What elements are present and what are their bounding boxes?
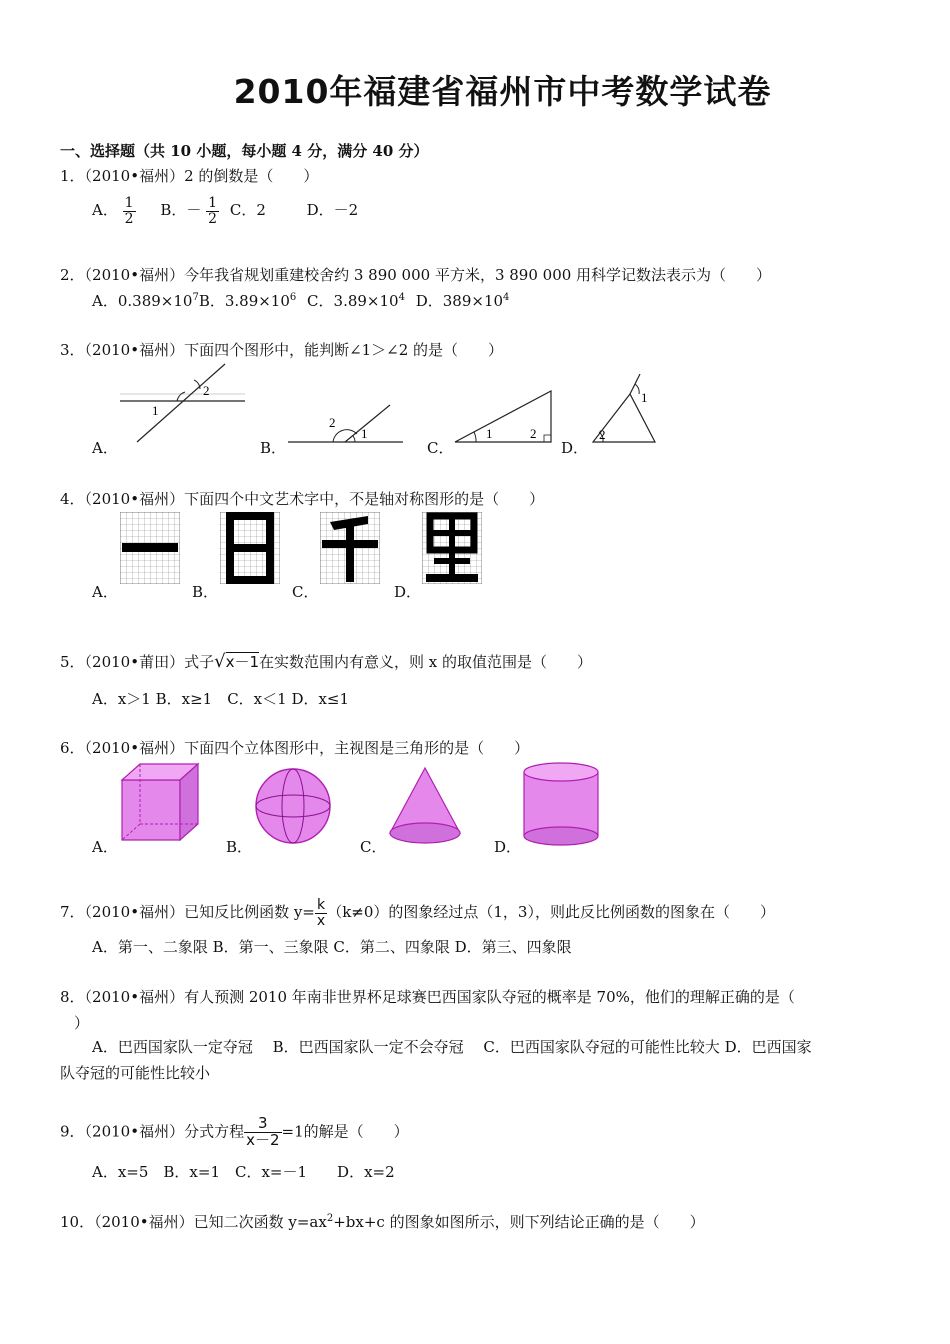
q4-option-a: A． [92, 583, 118, 601]
question-6: 6．（2010•福州）下面四个立体图形中，主视图是三角形的是（ ） [60, 739, 530, 757]
q1-fraction-b: $\frac{1}{2}$ [208, 195, 218, 227]
angle-1-label: 1 [641, 390, 648, 405]
page-title: 2010年福建省福州市中考数学试卷 [233, 72, 772, 111]
q8-options: A．巴西国家队一定夺冠 B．巴西国家队一定不会夺冠 C．巴西国家队夺冠的可能性比较大 D．巴西国家 [92, 1038, 812, 1056]
q9-text-pre: 9．（2010•福州）分式方程 [60, 1122, 245, 1141]
q6-cylinder [520, 760, 602, 848]
q3-option-c: C． [427, 439, 454, 457]
angle-1-label: 1 [361, 426, 368, 441]
q4-char-d [422, 512, 482, 584]
q6-sphere [252, 765, 334, 847]
q8-options-cont: 队夺冠的可能性比较小 [60, 1064, 211, 1082]
q9-options: A．x=5 B．x=1 C．x=－1 D．x=2 [92, 1163, 395, 1181]
question-8-cont: ） [74, 1014, 90, 1032]
question-9 [60, 1116, 409, 1149]
angle-1-label: 1 [152, 403, 159, 418]
question-10 [60, 1211, 705, 1232]
q2-option-d: D．389×10 [415, 292, 504, 310]
q1-option-a: A． [92, 201, 118, 220]
q4-char-c [320, 512, 380, 584]
question-8: 8．（2010•福州）有人预测 2010 年南非世界杯足球赛巴西国家队夺冠的概率是 70%，他们的理解正确的是（ [60, 988, 795, 1006]
q4-option-b: B． [192, 583, 219, 601]
q4-char-a [120, 512, 180, 584]
q3-option-a: A． [92, 439, 118, 457]
question-7 [60, 898, 775, 928]
q7-fraction: $\frac{k}{x}$ [316, 897, 326, 929]
q1-option-c: C．2 [229, 201, 266, 220]
question-5 [60, 651, 592, 672]
q3-figure-a [115, 362, 250, 447]
q2-options [92, 290, 509, 311]
q1-option-d: D．－2 [306, 201, 359, 220]
angle-2-label: 2 [599, 427, 606, 442]
angle-2-label: 2 [329, 415, 336, 430]
q2-exp-d: 4 [503, 292, 510, 303]
angle-2-label: 2 [530, 426, 537, 441]
q1-option-b: B．－ [160, 201, 202, 220]
q2-exp-c: 4 [398, 292, 405, 303]
question-3: 3．（2010•福州）下面四个图形中，能判断∠1＞∠2 的是（ ） [60, 341, 504, 359]
angle-1-label: 1 [486, 426, 493, 441]
sqrt-icon: √ [214, 651, 226, 672]
q2-option-b: B．3.89×10 [198, 292, 290, 310]
q5-text-pre: 5．（2010•莆田）式子 [60, 653, 215, 671]
q3-figure-d [585, 372, 660, 447]
q2-option-c: C．3.89×10 [307, 292, 399, 310]
q3-figure-b [285, 400, 410, 447]
q3-option-b: B． [260, 439, 287, 457]
q2-option-a: A．0.389×10 [92, 292, 193, 310]
question-4: 4．（2010•福州）下面四个中文艺术字中，不是轴对称图形的是（ ） [60, 490, 545, 508]
q1-options [92, 196, 358, 226]
q7-text-post: （k≠0）的图象经过点（1，3），则此反比例函数的图象在（ ） [327, 903, 775, 922]
q6-option-d: D． [494, 838, 522, 856]
q6-option-c: C． [360, 838, 387, 856]
q9-text-post: =1的解是（ ） [281, 1122, 409, 1141]
q7-text-pre: 7．（2010•福州）已知反比例函数 y= [60, 903, 315, 922]
q6-option-a: A． [92, 838, 118, 856]
q5-text-post: 在实数范围内有意义，则 x 的取值范围是（ ） [258, 653, 592, 671]
q5-options: A．x＞1 B．x≥1 C．x＜1 D．x≤1 [92, 690, 350, 708]
q2-exp-a: 7 [192, 292, 199, 303]
q9-fraction: $\frac{3}{x-2}$ [246, 1114, 280, 1149]
q7-options: A．第一、二象限 B．第一、三象限 C．第二、四象限 D．第三、四象限 [92, 938, 572, 956]
question-2: 2．（2010•福州）今年我省规划重建校舍约 3 890 000 平方米，3 890 000 用科学记数法表示为（ ） [60, 266, 772, 284]
q10-exponent: 2 [326, 1213, 334, 1224]
q6-option-b: B． [226, 838, 253, 856]
q10-text-post: +bx+c 的图象如图所示，则下列结论正确的是（ ） [333, 1213, 705, 1231]
q2-exp-b: 6 [289, 292, 297, 303]
q3-option-d: D． [561, 439, 589, 457]
q6-cube [118, 760, 204, 846]
q1-fraction-a: $\frac{1}{2}$ [124, 195, 134, 227]
section-heading: 一、选择题（共 10 小题，每小题 4 分，满分 40 分） [60, 142, 429, 160]
angle-2-label: 2 [203, 383, 210, 398]
q10-text-pre: 10．（2010•福州）已知二次函数 y=ax [60, 1213, 327, 1231]
q6-cone [386, 765, 464, 847]
q4-option-d: D． [394, 583, 422, 601]
q4-option-c: C． [292, 583, 319, 601]
q5-radicand: x－1 [225, 653, 259, 671]
question-1: 1．（2010•福州）2 的倒数是（ ） [60, 167, 319, 185]
q4-char-b [220, 512, 280, 584]
q3-figure-c [452, 388, 557, 446]
